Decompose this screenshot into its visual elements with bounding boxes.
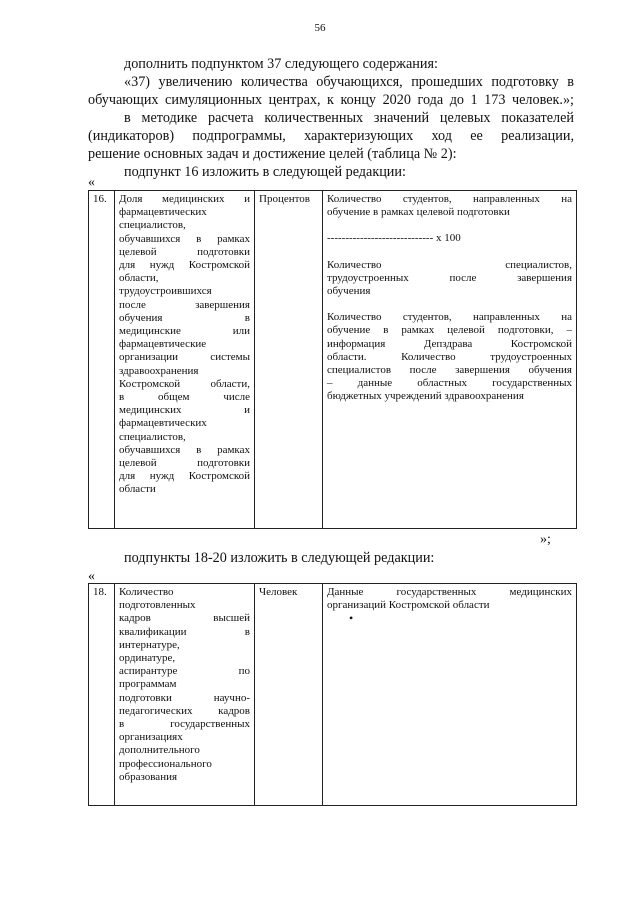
source-line: специалистов после завершения обучения — [327, 364, 572, 377]
name-line: в общем числе — [119, 391, 250, 404]
name-line: целевой подготовки — [119, 457, 250, 470]
name-line: Костромской области, — [119, 377, 250, 390]
indicator-name-cell — [115, 584, 255, 806]
row-number: 18. — [89, 584, 115, 806]
source-line: – данные областных государственных — [327, 377, 572, 390]
name-line: в государственных — [119, 718, 250, 731]
denominator-line: трудоустроенных после завершения — [327, 271, 572, 284]
name-line: фармацевтических — [119, 206, 207, 219]
name-line: медицинских и — [119, 404, 250, 417]
name-line: профессионального — [119, 757, 212, 770]
name-line: целевой подготовки — [119, 245, 250, 258]
name-line: области, — [119, 272, 159, 285]
indicator-table-16 — [88, 190, 577, 529]
name-line: организации системы — [119, 351, 250, 364]
name-line: кадров высшей — [119, 612, 250, 625]
name-line: интернатуре, — [119, 638, 180, 651]
name-line: программам — [119, 678, 177, 691]
name-line: обучавшихся в рамках — [119, 232, 250, 245]
unit-cell: Человек — [255, 584, 323, 806]
unit-cell: Процентов — [255, 191, 323, 529]
intro-line-2: «37) увеличению количества обучающихся, прошедших подготовку в — [124, 74, 574, 90]
name-line: обучавшихся в рамках — [119, 443, 250, 456]
name-line: Количество — [119, 586, 174, 598]
denominator-line: обучения — [327, 285, 371, 298]
name-line: области — [119, 483, 156, 496]
source-line: бюджетных учреждений здравоохранения — [327, 390, 524, 403]
table-row — [89, 584, 577, 806]
indicator-table-18 — [88, 583, 577, 806]
intro-line-6: решение основных задач и достижение целей (таблица № 2): — [88, 146, 457, 162]
intro-line-5: (индикаторов) подпрограммы, характеризующих ход ее реализации, — [88, 128, 574, 144]
name-line: образования — [119, 770, 178, 783]
close-quote: »; — [540, 532, 551, 547]
intro-line-7: подпункт 16 изложить в следующей редакции: — [124, 164, 406, 180]
name-line: дополнительного — [119, 744, 200, 757]
open-quote-2: « — [88, 569, 95, 584]
source-line: Количество студентов, направленных на — [327, 311, 572, 324]
fraction-line: ----------------------------- х 100 — [327, 232, 461, 245]
intro-line-4: в методике расчета количественных значений целевых показателей — [124, 110, 574, 126]
formula-cell — [323, 191, 577, 529]
name-line: квалификации в — [119, 625, 250, 638]
source-line: Данные государственных медицинских — [327, 586, 572, 598]
name-line: педагогических кадров — [119, 704, 250, 717]
name-line: здравоохранения — [119, 364, 199, 377]
name-line: обучения в — [119, 311, 250, 324]
source-line: обучение в рамках целевой подготовки, – — [327, 324, 572, 337]
source-line: организаций Костромской области — [327, 599, 490, 612]
name-line: фармацевтические — [119, 338, 207, 351]
table-row — [89, 191, 577, 529]
name-line: специалистов, — [119, 219, 186, 232]
name-line: подготовленных — [119, 599, 196, 612]
name-line: фармацевтических — [119, 417, 207, 430]
page-number: 56 — [314, 22, 326, 34]
name-line: для нужд Костромской — [119, 259, 250, 272]
name-line: трудоустроившихся — [119, 285, 212, 298]
name-line: медицинские или — [119, 325, 250, 338]
subpoints-heading: подпункты 18-20 изложить в следующей редакции: — [124, 550, 435, 566]
name-line: Доля медицинских и — [119, 193, 250, 205]
name-line: ординатуре, — [119, 652, 176, 665]
source-line: информация Депздрава Костромской — [327, 337, 572, 350]
name-line: организациях — [119, 731, 183, 744]
source-line: области. Количество трудоустроенных — [327, 350, 572, 363]
numerator-line: обучение в рамках целевой подготовки — [327, 206, 510, 219]
row-number: 16. — [89, 191, 115, 529]
stray-dot: • — [349, 611, 354, 626]
intro-line-3: обучающих симуляционных центрах, к концу 2020 года до 1 173 человек.»; — [88, 92, 574, 108]
name-line: специалистов, — [119, 430, 186, 443]
numerator-line: Количество студентов, направленных на — [327, 193, 572, 205]
name-line: аспирантуре по — [119, 665, 250, 678]
source-cell — [323, 584, 577, 806]
indicator-name-cell — [115, 191, 255, 529]
intro-line-1: дополнить подпунктом 37 следующего содержания: — [124, 56, 438, 72]
name-line: для нужд Костромской — [119, 470, 250, 483]
name-line: подготовки научно- — [119, 691, 250, 704]
name-line: после завершения — [119, 298, 250, 311]
denominator-line: Количество специалистов, — [327, 258, 572, 271]
open-quote: « — [88, 175, 95, 190]
